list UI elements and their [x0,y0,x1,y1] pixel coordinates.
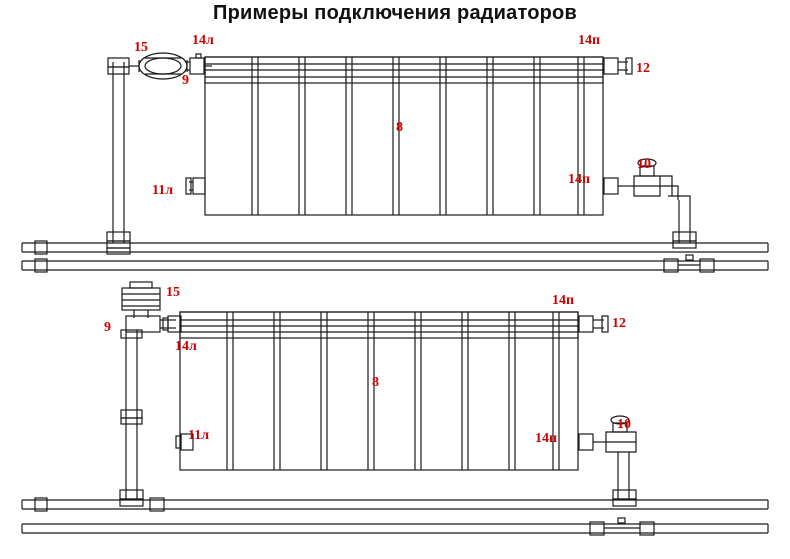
label-top-11l: 11л [152,183,174,198]
label-top-12: 12 [636,61,650,76]
label-bottom-9: 9 [104,320,111,335]
label-top-15: 15 [134,40,148,55]
label-bottom-8: 8 [372,375,379,390]
top-left-air-vent [139,53,187,79]
label-top-9: 9 [182,73,189,88]
label-bottom-14p-bottom: 14п [535,431,558,446]
bottom-left-riser-9 [120,330,143,506]
label-top-14l: 14л [192,33,214,48]
label-bottom-15: 15 [166,285,180,300]
top-left-riser [107,58,139,248]
label-bottom-12: 12 [612,316,626,331]
label-top-8: 8 [396,120,403,135]
bottom-radiator-body [180,312,578,470]
top-bottom-left-plug-11l [186,178,205,194]
bottom-main-pipes [22,498,768,535]
top-radiator-body [205,57,603,215]
label-bottom-14p-top: 14п [552,293,575,308]
page-title: Примеры подключения радиаторов [213,2,577,24]
label-bottom-14l: 14л [175,339,197,354]
top-right-plug-12 [604,58,632,74]
label-top-10: 10 [637,157,651,172]
label-top-14p-bottom: 14п [568,172,591,187]
bottom-right-plug-12 [579,316,608,332]
bottom-left-connection-14l [163,316,181,332]
label-bottom-11l: 11л [188,428,210,443]
label-bottom-10: 10 [617,417,631,432]
label-top-14p-top: 14п [578,33,601,48]
top-main-pipes [22,241,768,272]
